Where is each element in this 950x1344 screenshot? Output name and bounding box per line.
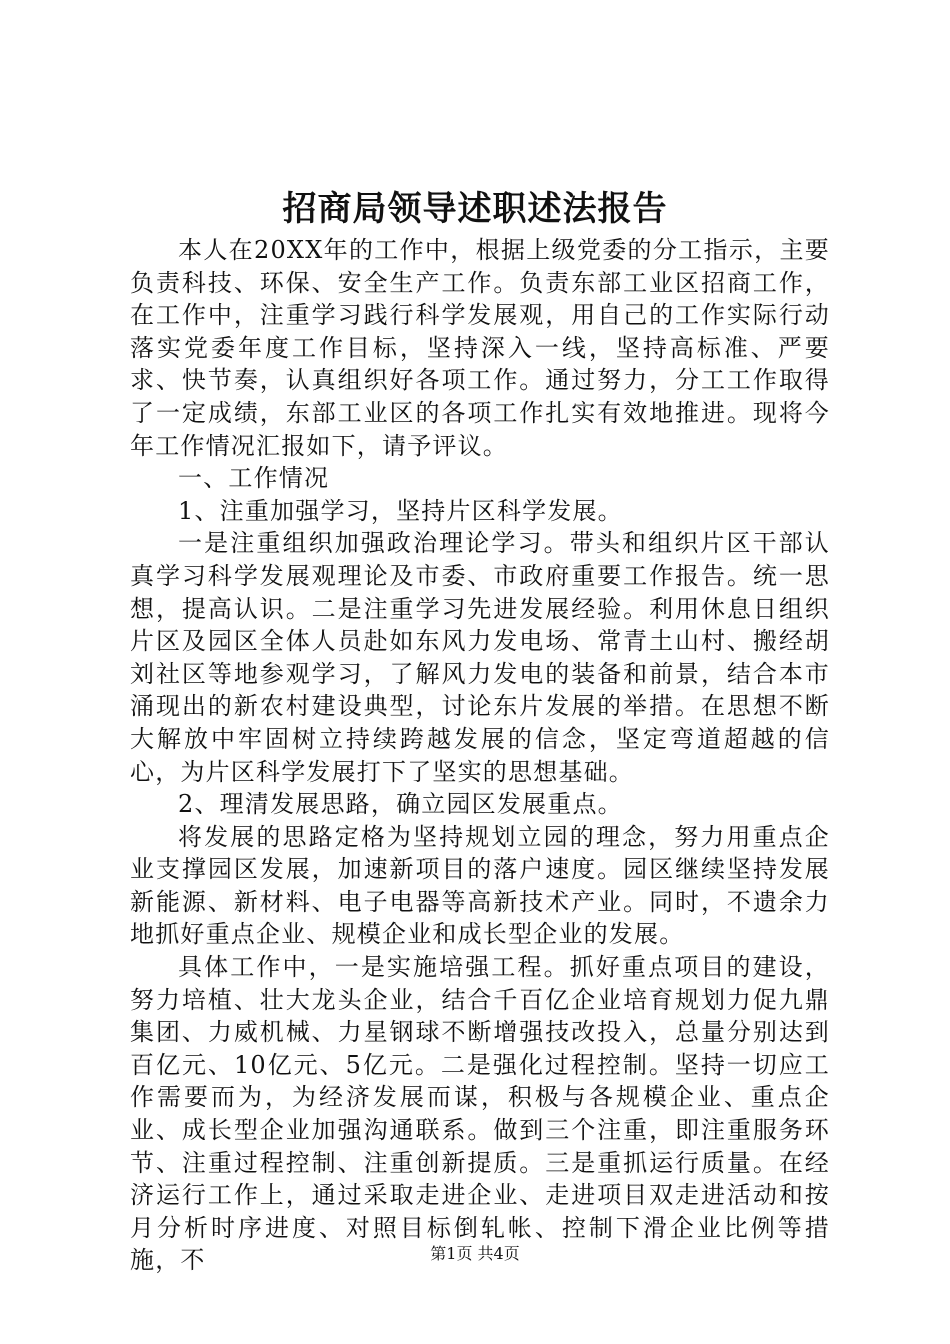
section-heading: 一、工作情况 [178,464,330,493]
paragraph: 一是注重组织加强政治理论学习。带头和组织片区干部认真学习科学发展观理论及市委、市政府重要工作报告。统一思想，提高认识。二是注重学习先进发展经验。利用休息日组织片区及园区全体人员赴如东风力发电场、常青土山村、搬经胡刘社区等地参观学习，了解风力发电的装备和前景，结合本市涌现出的新农村建设典型，讨论东片发展的举措。在思想不断大解放中牢固树立持续跨越发展的信念，坚定弯道超越的信心，为片区科学发展打下了坚实的思想基础。 [130,529,830,786]
document-body [130,234,830,1277]
paragraph-intro: 本人在20XX年的工作中，根据上级党委的分工指示，主要负责科技、环保、安全生产工作。负责东部工业区招商工作，在工作中，注重学习践行科学发展观，用自己的工作实际行动落实党委年度工作目标，坚持深入一线，坚持高标准、严要求、快节奏，认真组织好各项工作。通过努力，分工工作取得了一定成绩，东部工业区的各项工作扎实有效地推进。现将今年工作情况汇报如下，请予评议。 [130,236,830,460]
page-number-footer: 第1页 共4页 [430,1244,520,1263]
subsection-heading: 1、注重加强学习，坚持片区科学发展。 [178,496,623,525]
paragraph: 将发展的思路定格为坚持规划立园的理念，努力用重点企业支撑园区发展，加速新项目的落户速度。园区继续坚持发展新能源、新材料、电子电器等高新技术产业。同时，不遗余力地抓好重点企业、规模企业和成长型企业的发展。 [130,822,830,949]
document-title: 招商局领导述职述法报告 [282,189,668,229]
paragraph: 具体工作中，一是实施培强工程。抓好重点项目的建设，努力培植、壮大龙头企业，结合千百亿企业培育规划力促九鼎集团、力威机械、力星钢球不断增强技改投入，总量分别达到百亿元、10亿元、5亿元。二是强化过程控制。坚持一切应工作需要而为，为经济发展而谋，积极与各规模企业、重点企业、成长型企业加强沟通联系。做到三个注重，即注重服务环节、注重过程控制、注重创新提质。三是重抓运行质量。在经济运行工作上，通过采取走进企业、走进项目双走进活动和按月分析时序进度、对照目标倒轧帐、控制下滑企业比例等措施，不 [130,953,830,1275]
subsection-heading: 2、理清发展思路，确立园区发展重点。 [178,790,623,819]
